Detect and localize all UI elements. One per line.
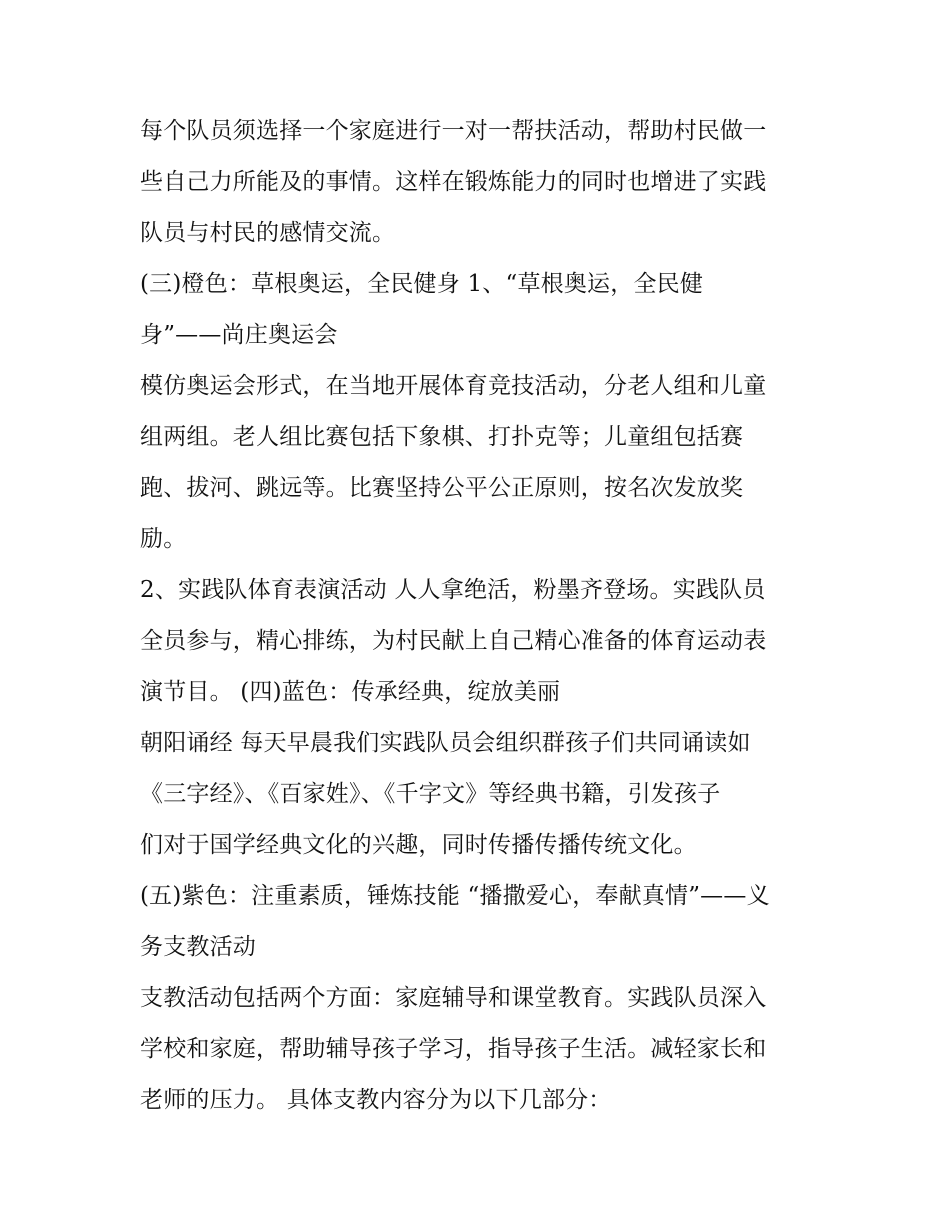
text-line: 组两组。老人组比赛包括下象棋、打扑克等；儿童组包括赛 — [140, 424, 744, 450]
text-line: 《三字经》、《百家姓》、《千字文》等经典书籍，引发孩子 — [140, 781, 721, 807]
text-line: 全员参与，精心排练，为村民献上自己精心准备的体育运动表 — [140, 628, 767, 654]
text-line: 身”——尚庄奥运会 — [140, 322, 338, 348]
text-line: (五)紫色：注重素质，锤炼技能 “播撒爱心，奉献真情”——义 — [140, 883, 770, 909]
text-line: 2、实践队体育表演活动 人人拿绝活，粉墨齐登场。实践队员 — [140, 577, 766, 603]
text-line: 每个队员须选择一个家庭进行一对一帮扶活动，帮助村民做一 — [140, 118, 767, 144]
text-line: 支教活动包括两个方面：家庭辅导和课堂教育。实践队员深入 — [140, 985, 767, 1011]
text-line: 跑、拔河、跳远等。比赛坚持公平公正原则，按名次发放奖 — [140, 475, 744, 501]
text-line: 朝阳诵经 每天早晨我们实践队员会组织群孩子们共同诵读如 — [140, 730, 751, 756]
body-text — [140, 106, 830, 1126]
text-line: 队员与村民的感情交流。 — [140, 220, 396, 246]
text-line: 们对于国学经典文化的兴趣，同时传播传播传统文化。 — [140, 832, 697, 858]
text-line: 老师的压力。 具体支教内容分为以下几部分： — [140, 1087, 612, 1113]
text-line: 模仿奥运会形式，在当地开展体育竞技活动，分老人组和儿童 — [140, 373, 767, 399]
text-line: 演节目。 (四)蓝色：传承经典，绽放美丽 — [140, 679, 561, 705]
text-line: (三)橙色：草根奥运，全民健身 1、“草根奥运，全民健 — [140, 271, 704, 297]
text-line: 励。 — [140, 526, 187, 552]
text-line: 学校和家庭，帮助辅导孩子学习，指导孩子生活。减轻家长和 — [140, 1036, 767, 1062]
text-line: 些自己力所能及的事情。这样在锻炼能力的同时也增进了实践 — [140, 169, 767, 195]
text-line: 务支教活动 — [140, 934, 256, 960]
